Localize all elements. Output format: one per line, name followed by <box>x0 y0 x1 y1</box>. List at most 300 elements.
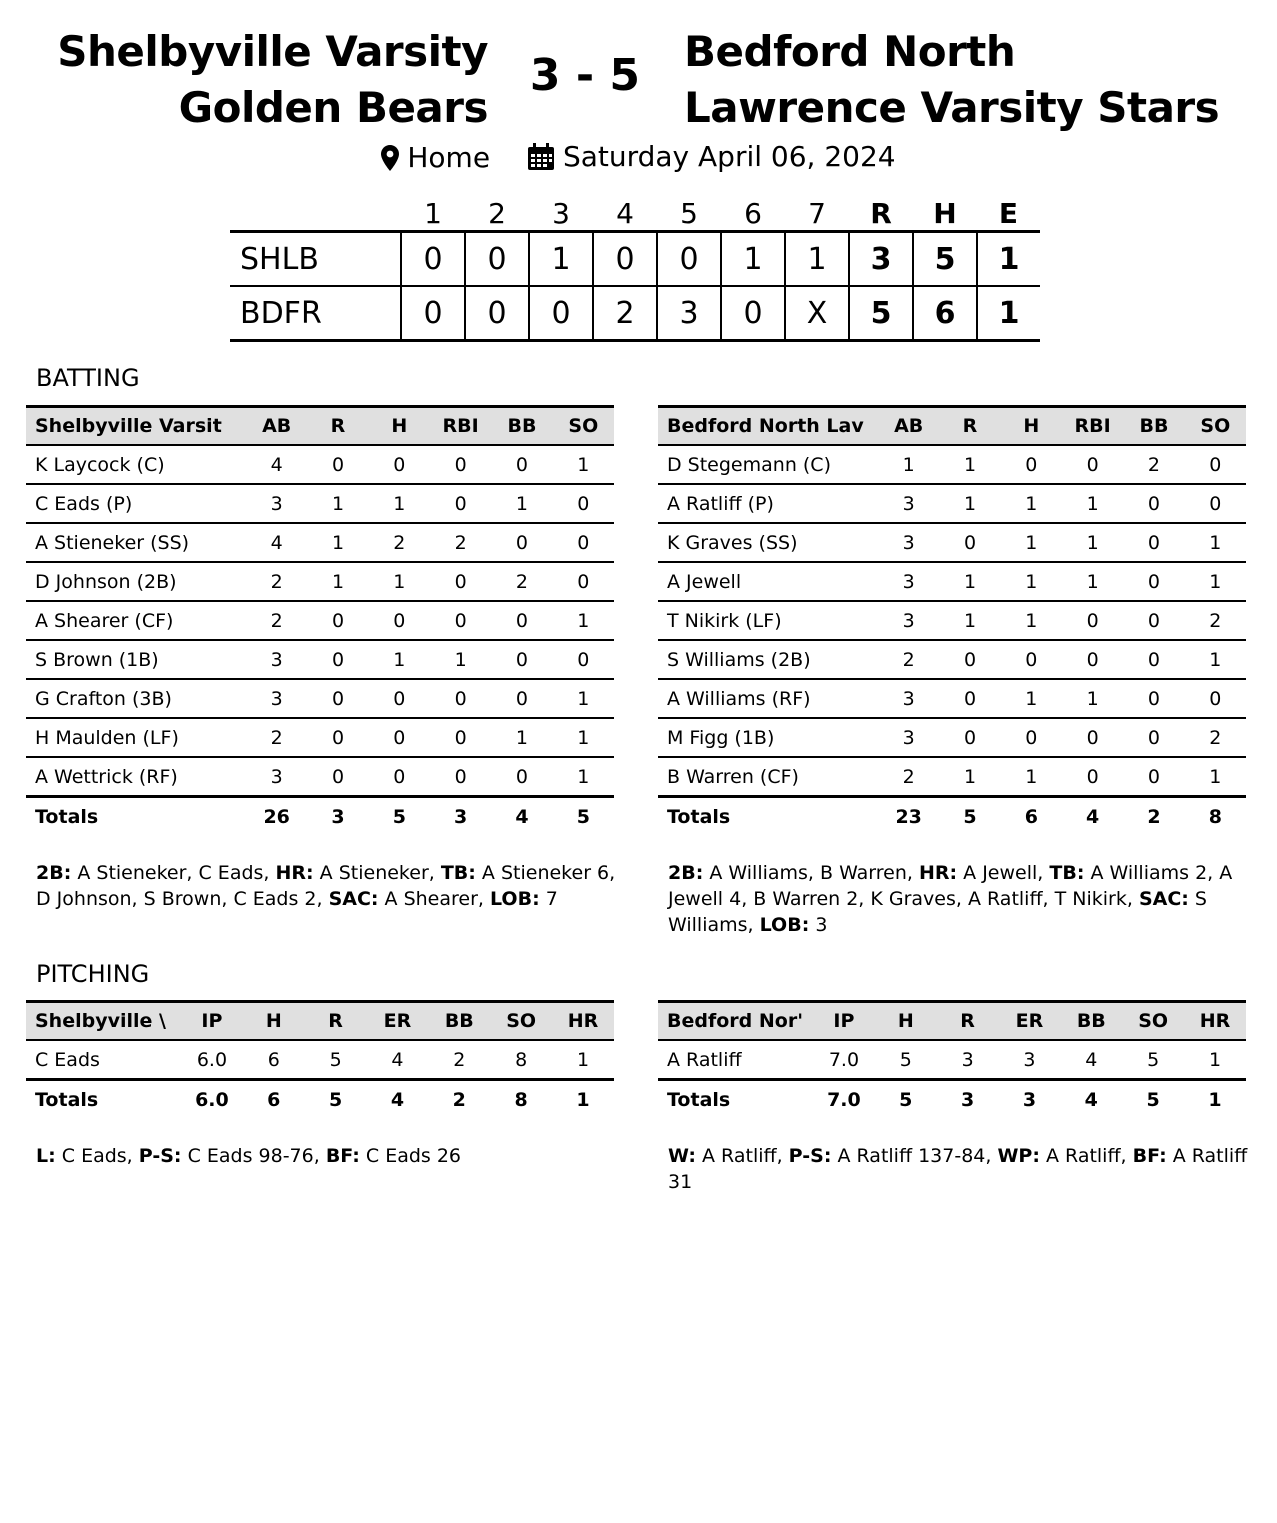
stat-cell: 2 <box>246 718 307 757</box>
player-name: A Williams (RF) <box>658 679 878 718</box>
total-cell: 6 <box>1001 797 1062 837</box>
stat-cell: 4 <box>246 445 307 484</box>
note-value: A Ratliff, <box>695 1145 789 1167</box>
stat-cell: 1 <box>491 484 552 523</box>
col-header: HR <box>1199 1010 1231 1032</box>
inning-score: 0 <box>529 286 593 341</box>
total-cell: 1 <box>552 1080 614 1120</box>
stat-cell: 0 <box>307 757 368 797</box>
stat-cell: 1 <box>939 601 1000 640</box>
inning-score: 1 <box>785 232 849 287</box>
date <box>527 140 896 173</box>
location-text: Home <box>407 141 491 174</box>
stat-cell: 0 <box>1123 523 1184 562</box>
stat-cell: 0 <box>1123 601 1184 640</box>
stat-cell: 0 <box>430 718 491 757</box>
stat-cell: 1 <box>1184 1040 1246 1080</box>
col-header: BB <box>444 1010 474 1032</box>
note-key: LOB: <box>490 888 540 910</box>
stat-cell: 0 <box>307 718 368 757</box>
stat-cell: 1 <box>878 445 939 484</box>
stat-cell: 0 <box>307 640 368 679</box>
stat-cell: 0 <box>491 601 552 640</box>
note-value: 3 <box>809 914 828 936</box>
total-cell: 3 <box>937 1080 999 1120</box>
batting-home-table <box>26 405 614 836</box>
totals-row <box>658 797 1246 837</box>
team-column-header: Shelbyville \ <box>35 1010 166 1032</box>
col-header: ER <box>1015 1010 1044 1032</box>
table-row <box>658 718 1246 757</box>
stat-cell: 8 <box>490 1040 552 1080</box>
stat-cell: 0 <box>369 601 430 640</box>
stat-cell: 3 <box>878 679 939 718</box>
total-cell: 7.0 <box>813 1080 875 1120</box>
stat-cell: 1 <box>553 601 614 640</box>
col-header: AB <box>262 415 292 437</box>
player-name: A Shearer (CF) <box>26 601 246 640</box>
col-header: SO <box>1200 415 1231 437</box>
stat-cell: 0 <box>369 718 430 757</box>
col-header: SO <box>568 415 599 437</box>
stat-cell: 0 <box>1185 679 1246 718</box>
final-score: 3 - 5 <box>529 50 641 101</box>
stat-cell: 5 <box>305 1040 367 1080</box>
stat-cell: 3 <box>878 484 939 523</box>
total-cell: 23 <box>878 797 939 837</box>
errors-total: 1 <box>977 232 1040 287</box>
total-cell: 4 <box>1062 797 1123 837</box>
note-key: 2B: <box>668 862 704 884</box>
stat-cell: 4 <box>367 1040 429 1080</box>
away-team-line1: Bedford North <box>684 27 1016 76</box>
team-column-header: Shelbyville Varsit <box>35 415 222 437</box>
stat-cell: 0 <box>307 445 368 484</box>
inning-score: 0 <box>657 232 721 287</box>
totals-label: Totals <box>658 1080 813 1120</box>
table-row <box>658 640 1246 679</box>
stat-cell: 1 <box>553 757 614 797</box>
total-cell: 3 <box>999 1080 1061 1120</box>
player-name: C Eads <box>26 1040 181 1080</box>
col-header: H <box>897 1010 914 1032</box>
note-value: S Williams, <box>668 888 1207 936</box>
total-cell: 3 <box>430 797 491 837</box>
stat-cell: 0 <box>553 523 614 562</box>
player-name: G Crafton (3B) <box>26 679 246 718</box>
stat-cell: 1 <box>1062 562 1123 601</box>
stat-cell: 0 <box>1001 445 1062 484</box>
stat-cell: 2 <box>430 523 491 562</box>
player-name: M Figg (1B) <box>658 718 878 757</box>
stat-cell: 0 <box>1185 445 1246 484</box>
note-value: C Eads 26 <box>359 1145 462 1167</box>
table-row <box>26 601 614 640</box>
hits-total: 5 <box>913 232 977 287</box>
stat-cell: 6 <box>243 1040 305 1080</box>
stat-cell: 3 <box>878 718 939 757</box>
home-team-name <box>40 24 488 136</box>
total-cell: 26 <box>246 797 307 837</box>
note-value: A Shearer, <box>378 888 490 910</box>
total-cell: 2 <box>1123 797 1184 837</box>
table-row <box>658 445 1246 484</box>
batting-home-notes <box>26 860 616 912</box>
stat-cell: 1 <box>939 484 1000 523</box>
inning-header: 3 <box>552 196 570 230</box>
totals-row <box>26 1080 614 1120</box>
stat-cell: 0 <box>1001 718 1062 757</box>
batting-away-notes <box>658 860 1248 938</box>
stat-cell: 0 <box>1123 484 1184 523</box>
col-header: IP <box>201 1010 223 1032</box>
note-key: HR: <box>275 862 314 884</box>
inning-score: 3 <box>657 286 721 341</box>
game-meta <box>0 140 1277 178</box>
table-row <box>658 757 1246 797</box>
player-name: K Laycock (C) <box>26 445 246 484</box>
stat-cell: 0 <box>430 484 491 523</box>
col-header: ER <box>383 1010 412 1032</box>
stat-cell: 0 <box>430 601 491 640</box>
stat-cell: 2 <box>369 523 430 562</box>
col-header: H <box>265 1010 282 1032</box>
note-key: SAC: <box>1138 888 1189 910</box>
stat-cell: 3 <box>878 562 939 601</box>
team-abbr: SHLB <box>240 241 319 277</box>
stat-cell: 1 <box>1185 757 1246 797</box>
total-cell: 4 <box>367 1080 429 1120</box>
stat-cell: 0 <box>430 757 491 797</box>
inning-score: 0 <box>401 286 465 341</box>
col-header: RBI <box>442 415 479 437</box>
inning-score: 0 <box>465 286 529 341</box>
note-value: A Williams, B Warren, <box>703 862 919 884</box>
runs-total: 3 <box>849 232 913 287</box>
home-team-line1: Shelbyville Varsity <box>57 27 488 76</box>
player-name: S Brown (1B) <box>26 640 246 679</box>
linescore-row-home <box>230 232 1040 287</box>
stat-cell: 0 <box>491 679 552 718</box>
stat-cell: 0 <box>553 484 614 523</box>
totals-label: Totals <box>26 797 246 837</box>
inning-header: 1 <box>424 196 442 230</box>
stat-cell: 0 <box>369 757 430 797</box>
stat-cell: 1 <box>1062 484 1123 523</box>
table-row <box>26 718 614 757</box>
col-header: AB <box>894 415 924 437</box>
errors-header: E <box>998 196 1019 230</box>
batting-section-title: BATTING <box>36 364 140 392</box>
col-header: BB <box>507 415 537 437</box>
pitching-home-notes <box>26 1143 616 1169</box>
stat-cell: 0 <box>1062 601 1123 640</box>
table-row <box>26 757 614 797</box>
inning-score: 1 <box>529 232 593 287</box>
stat-cell: 0 <box>307 601 368 640</box>
total-cell: 6 <box>243 1080 305 1120</box>
note-key: TB: <box>1049 862 1085 884</box>
stat-cell: 0 <box>1062 757 1123 797</box>
note-value: 7 <box>539 888 558 910</box>
hits-header: H <box>933 196 957 230</box>
stat-cell: 1 <box>1001 679 1062 718</box>
stat-cell: 1 <box>369 562 430 601</box>
hits-total: 6 <box>913 286 977 341</box>
note-value: A Stieneker 6, D Johnson, S Brown, C Eads 2, <box>36 862 616 910</box>
pitching-away-table <box>658 1000 1246 1119</box>
away-team-name <box>684 24 1244 136</box>
team-column-header: Bedford Nor' <box>667 1010 804 1032</box>
stat-cell: 5 <box>875 1040 937 1080</box>
col-header: HR <box>567 1010 599 1032</box>
stat-cell: 3 <box>937 1040 999 1080</box>
stat-cell: 1 <box>553 718 614 757</box>
total-cell: 4 <box>1060 1080 1122 1120</box>
table-row <box>26 523 614 562</box>
stat-cell: 0 <box>1185 484 1246 523</box>
player-name: A Stieneker (SS) <box>26 523 246 562</box>
batting-away-header <box>658 407 1246 446</box>
table-row <box>658 1040 1246 1080</box>
stat-cell: 1 <box>939 562 1000 601</box>
stat-cell: 3 <box>999 1040 1061 1080</box>
stat-cell: 0 <box>1123 757 1184 797</box>
table-row <box>26 445 614 484</box>
stat-cell: 0 <box>939 523 1000 562</box>
stat-cell: 0 <box>1062 445 1123 484</box>
stat-cell: 1 <box>1185 562 1246 601</box>
stat-cell: 2 <box>1185 718 1246 757</box>
inning-score: 0 <box>721 286 785 341</box>
stat-cell: 1 <box>1062 523 1123 562</box>
stat-cell: 0 <box>369 445 430 484</box>
stat-cell: 1 <box>1001 562 1062 601</box>
stat-cell: 0 <box>430 562 491 601</box>
inning-score: 1 <box>721 232 785 287</box>
stat-cell: 1 <box>307 484 368 523</box>
stat-cell: 3 <box>246 679 307 718</box>
team-column-header: Bedford North Lav <box>667 415 864 437</box>
table-row <box>658 523 1246 562</box>
stat-cell: 0 <box>1062 640 1123 679</box>
batting-home <box>26 405 616 912</box>
note-key: P-S: <box>788 1145 832 1167</box>
totals-label: Totals <box>26 1080 181 1120</box>
player-name: A Ratliff <box>658 1040 813 1080</box>
stat-cell: 1 <box>307 562 368 601</box>
note-key: TB: <box>440 862 476 884</box>
stat-cell: 2 <box>878 640 939 679</box>
col-header: RBI <box>1074 415 1111 437</box>
pitching-away-notes <box>658 1143 1248 1195</box>
calendar-icon <box>527 143 555 171</box>
player-name: D Stegemann (C) <box>658 445 878 484</box>
col-header: IP <box>833 1010 855 1032</box>
stat-cell: 2 <box>246 601 307 640</box>
stat-cell: 1 <box>1185 523 1246 562</box>
stat-cell: 0 <box>307 679 368 718</box>
note-value: C Eads, <box>55 1145 139 1167</box>
player-name: C Eads (P) <box>26 484 246 523</box>
linescore-header <box>230 196 1040 232</box>
stat-cell: 1 <box>369 640 430 679</box>
runs-total: 5 <box>849 286 913 341</box>
totals-row <box>26 797 614 837</box>
player-name: B Warren (CF) <box>658 757 878 797</box>
note-key: 2B: <box>36 862 72 884</box>
stat-cell: 0 <box>430 679 491 718</box>
table-row <box>658 679 1246 718</box>
stat-cell: 1 <box>553 679 614 718</box>
inning-header: 7 <box>808 196 826 230</box>
stat-cell: 1 <box>553 445 614 484</box>
total-cell: 4 <box>491 797 552 837</box>
team-abbr: BDFR <box>240 295 322 331</box>
away-team-line2: Lawrence Varsity Stars <box>684 83 1220 132</box>
stat-cell: 1 <box>307 523 368 562</box>
note-key: WP: <box>997 1145 1040 1167</box>
stat-cell: 1 <box>1062 679 1123 718</box>
stat-cell: 2 <box>491 562 552 601</box>
stat-cell: 2 <box>1123 445 1184 484</box>
stat-cell: 1 <box>1185 640 1246 679</box>
totals-row <box>658 1080 1246 1120</box>
player-name: S Williams (2B) <box>658 640 878 679</box>
player-name: D Johnson (2B) <box>26 562 246 601</box>
note-key: P-S: <box>138 1145 182 1167</box>
stat-cell: 3 <box>246 640 307 679</box>
player-name: A Jewell <box>658 562 878 601</box>
total-cell: 3 <box>307 797 368 837</box>
note-value: A Williams 2, A Jewell 4, B Warren 2, K Graves, A Ratliff, T Nikirk, <box>668 862 1233 910</box>
inning-header: 2 <box>488 196 506 230</box>
stat-cell: 1 <box>369 484 430 523</box>
note-value: A Ratliff, <box>1039 1145 1133 1167</box>
table-row <box>26 562 614 601</box>
stat-cell: 3 <box>246 757 307 797</box>
note-key: BF: <box>325 1145 360 1167</box>
col-header: R <box>962 415 978 437</box>
note-value: C Eads 98-76, <box>181 1145 326 1167</box>
total-cell: 1 <box>1184 1080 1246 1120</box>
col-header: R <box>328 1010 343 1032</box>
total-cell: 5 <box>305 1080 367 1120</box>
total-cell: 5 <box>369 797 430 837</box>
total-cell: 5 <box>553 797 614 837</box>
inning-header: 5 <box>680 196 698 230</box>
note-value: A Stieneker, C Eads, <box>71 862 276 884</box>
location <box>381 141 490 174</box>
stat-cell: 3 <box>878 601 939 640</box>
inning-score: 0 <box>465 232 529 287</box>
stat-cell: 0 <box>553 640 614 679</box>
batting-away <box>658 405 1248 938</box>
inning-score: X <box>785 286 849 341</box>
note-key: SAC: <box>328 888 379 910</box>
stat-cell: 0 <box>1001 640 1062 679</box>
stat-cell: 0 <box>1123 679 1184 718</box>
player-name: A Wettrick (RF) <box>26 757 246 797</box>
home-team-line2: Golden Bears <box>178 83 488 132</box>
note-value: A Jewell, <box>957 862 1050 884</box>
stat-cell: 0 <box>1123 562 1184 601</box>
pitching-home-table <box>26 1000 614 1119</box>
col-header: BB <box>1139 415 1169 437</box>
note-key: LOB: <box>759 914 810 936</box>
table-row <box>658 601 1246 640</box>
pitching-away-header <box>658 1002 1246 1041</box>
total-cell: 2 <box>428 1080 490 1120</box>
pitching-away <box>658 1000 1248 1195</box>
pitching-section-title: PITCHING <box>36 960 150 988</box>
note-key: L: <box>36 1145 56 1167</box>
stat-cell: 2 <box>428 1040 490 1080</box>
col-header: R <box>960 1010 975 1032</box>
total-cell: 5 <box>939 797 1000 837</box>
total-cell: 6.0 <box>181 1080 243 1120</box>
stat-cell: 1 <box>552 1040 614 1080</box>
stat-cell: 0 <box>1123 718 1184 757</box>
stat-cell: 7.0 <box>813 1040 875 1080</box>
table-row <box>26 484 614 523</box>
note-key: BF: <box>1132 1145 1167 1167</box>
player-name: T Nikirk (LF) <box>658 601 878 640</box>
table-row <box>26 679 614 718</box>
player-name: H Maulden (LF) <box>26 718 246 757</box>
map-pin-icon <box>381 145 399 171</box>
stat-cell: 4 <box>246 523 307 562</box>
stat-cell: 0 <box>939 718 1000 757</box>
col-header: H <box>1023 415 1040 437</box>
col-header: R <box>330 415 346 437</box>
stat-cell: 0 <box>939 640 1000 679</box>
stat-cell: 3 <box>878 523 939 562</box>
col-header: SO <box>1138 1010 1169 1032</box>
batting-home-header <box>26 407 614 446</box>
stat-cell: 1 <box>939 445 1000 484</box>
inning-score: 0 <box>401 232 465 287</box>
table-row <box>26 640 614 679</box>
inning-score: 0 <box>593 232 657 287</box>
inning-score: 2 <box>593 286 657 341</box>
stat-cell: 1 <box>430 640 491 679</box>
stat-cell: 0 <box>491 523 552 562</box>
player-name: A Ratliff (P) <box>658 484 878 523</box>
stat-cell: 0 <box>1062 718 1123 757</box>
total-cell: 5 <box>875 1080 937 1120</box>
note-value: A Ratliff 31 <box>668 1145 1248 1193</box>
stat-cell: 0 <box>491 640 552 679</box>
col-header: SO <box>506 1010 537 1032</box>
inning-header: 4 <box>616 196 634 230</box>
note-value: A Stieneker, <box>313 862 441 884</box>
player-name: K Graves (SS) <box>658 523 878 562</box>
stat-cell: 4 <box>1060 1040 1122 1080</box>
date-text: Saturday April 06, 2024 <box>562 140 896 173</box>
stat-cell: 1 <box>1001 523 1062 562</box>
stat-cell: 0 <box>939 679 1000 718</box>
stat-cell: 2 <box>878 757 939 797</box>
pitching-home-header <box>26 1002 614 1041</box>
runs-header: R <box>870 196 892 230</box>
table-row <box>658 562 1246 601</box>
batting-away-table <box>658 405 1246 836</box>
note-key: W: <box>668 1145 696 1167</box>
stat-cell: 1 <box>1001 484 1062 523</box>
stat-cell: 0 <box>369 679 430 718</box>
stat-cell: 0 <box>491 445 552 484</box>
